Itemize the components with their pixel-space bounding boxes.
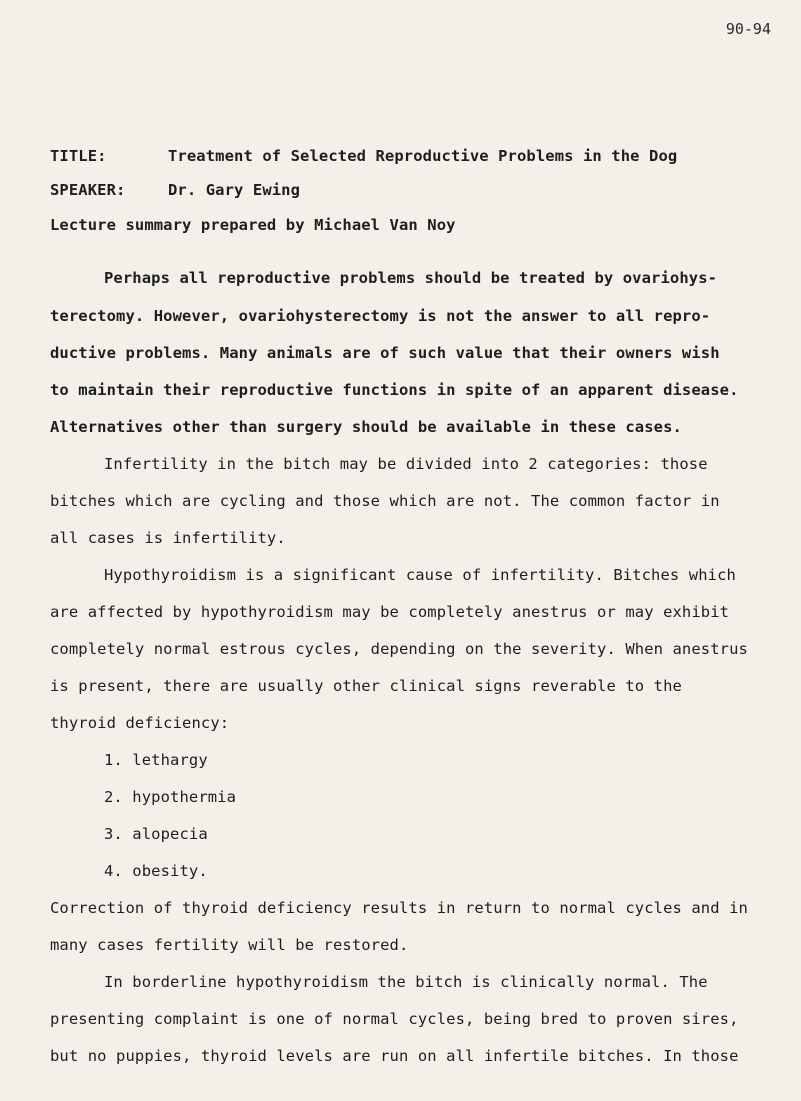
- paragraph-line: Alternatives other than surgery should be available in these cases.: [50, 418, 682, 436]
- list-item: 2. hypothermia: [104, 788, 237, 806]
- paragraph-line: Hypothyroidism is a significant cause of infertility. Bitches which: [104, 566, 736, 584]
- list-item: 3. alopecia: [104, 825, 208, 843]
- paragraph-line: terectomy. However, ovariohysterectomy is not the answer to all repro-: [50, 307, 711, 325]
- page-number: 90-94: [725, 20, 771, 38]
- paragraph-line: completely normal estrous cycles, depending on the severity. When anestrus: [50, 640, 748, 658]
- title-value: Treatment of Selected Reproductive Problems in the Dog: [168, 147, 678, 165]
- title-label: TITLE:: [50, 147, 107, 165]
- paragraph-line: many cases fertility will be restored.: [50, 936, 409, 954]
- paragraph-line: ductive problems. Many animals are of such value that their owners wish: [50, 344, 720, 362]
- paragraph-line: but no puppies, thyroid levels are run on all infertile bitches. In those: [50, 1047, 739, 1065]
- paragraph-line: to maintain their reproductive functions in spite of an apparent disease.: [50, 381, 739, 399]
- paragraph-line: presenting complaint is one of normal cycles, being bred to proven sires,: [50, 1010, 739, 1028]
- summary-line: Lecture summary prepared by Michael Van Noy: [50, 216, 456, 234]
- paragraph-line: are affected by hypothyroidism may be completely anestrus or may exhibit: [50, 603, 730, 621]
- paragraph-line: all cases is infertility.: [50, 529, 286, 547]
- title-line: [50, 146, 678, 166]
- list-item: 4. obesity.: [104, 862, 208, 880]
- paragraph-line: Correction of thyroid deficiency results in return to normal cycles and in: [50, 899, 748, 917]
- paragraph-line: is present, there are usually other clinical signs reverable to the: [50, 677, 682, 695]
- paragraph-line: Infertility in the bitch may be divided into 2 categories: those: [104, 455, 708, 473]
- paragraph-line: In borderline hypothyroidism the bitch is clinically normal. The: [104, 973, 708, 991]
- speaker-value: Dr. Gary Ewing: [168, 181, 301, 199]
- paragraph-line: bitches which are cycling and those which are not. The common factor in: [50, 492, 720, 510]
- paragraph-line: Perhaps all reproductive problems should be treated by ovariohys-: [104, 269, 718, 287]
- paragraph-line: thyroid deficiency:: [50, 714, 230, 732]
- speaker-line: [50, 180, 301, 200]
- speaker-label: SPEAKER:: [50, 181, 126, 199]
- list-item: 1. lethargy: [104, 751, 208, 769]
